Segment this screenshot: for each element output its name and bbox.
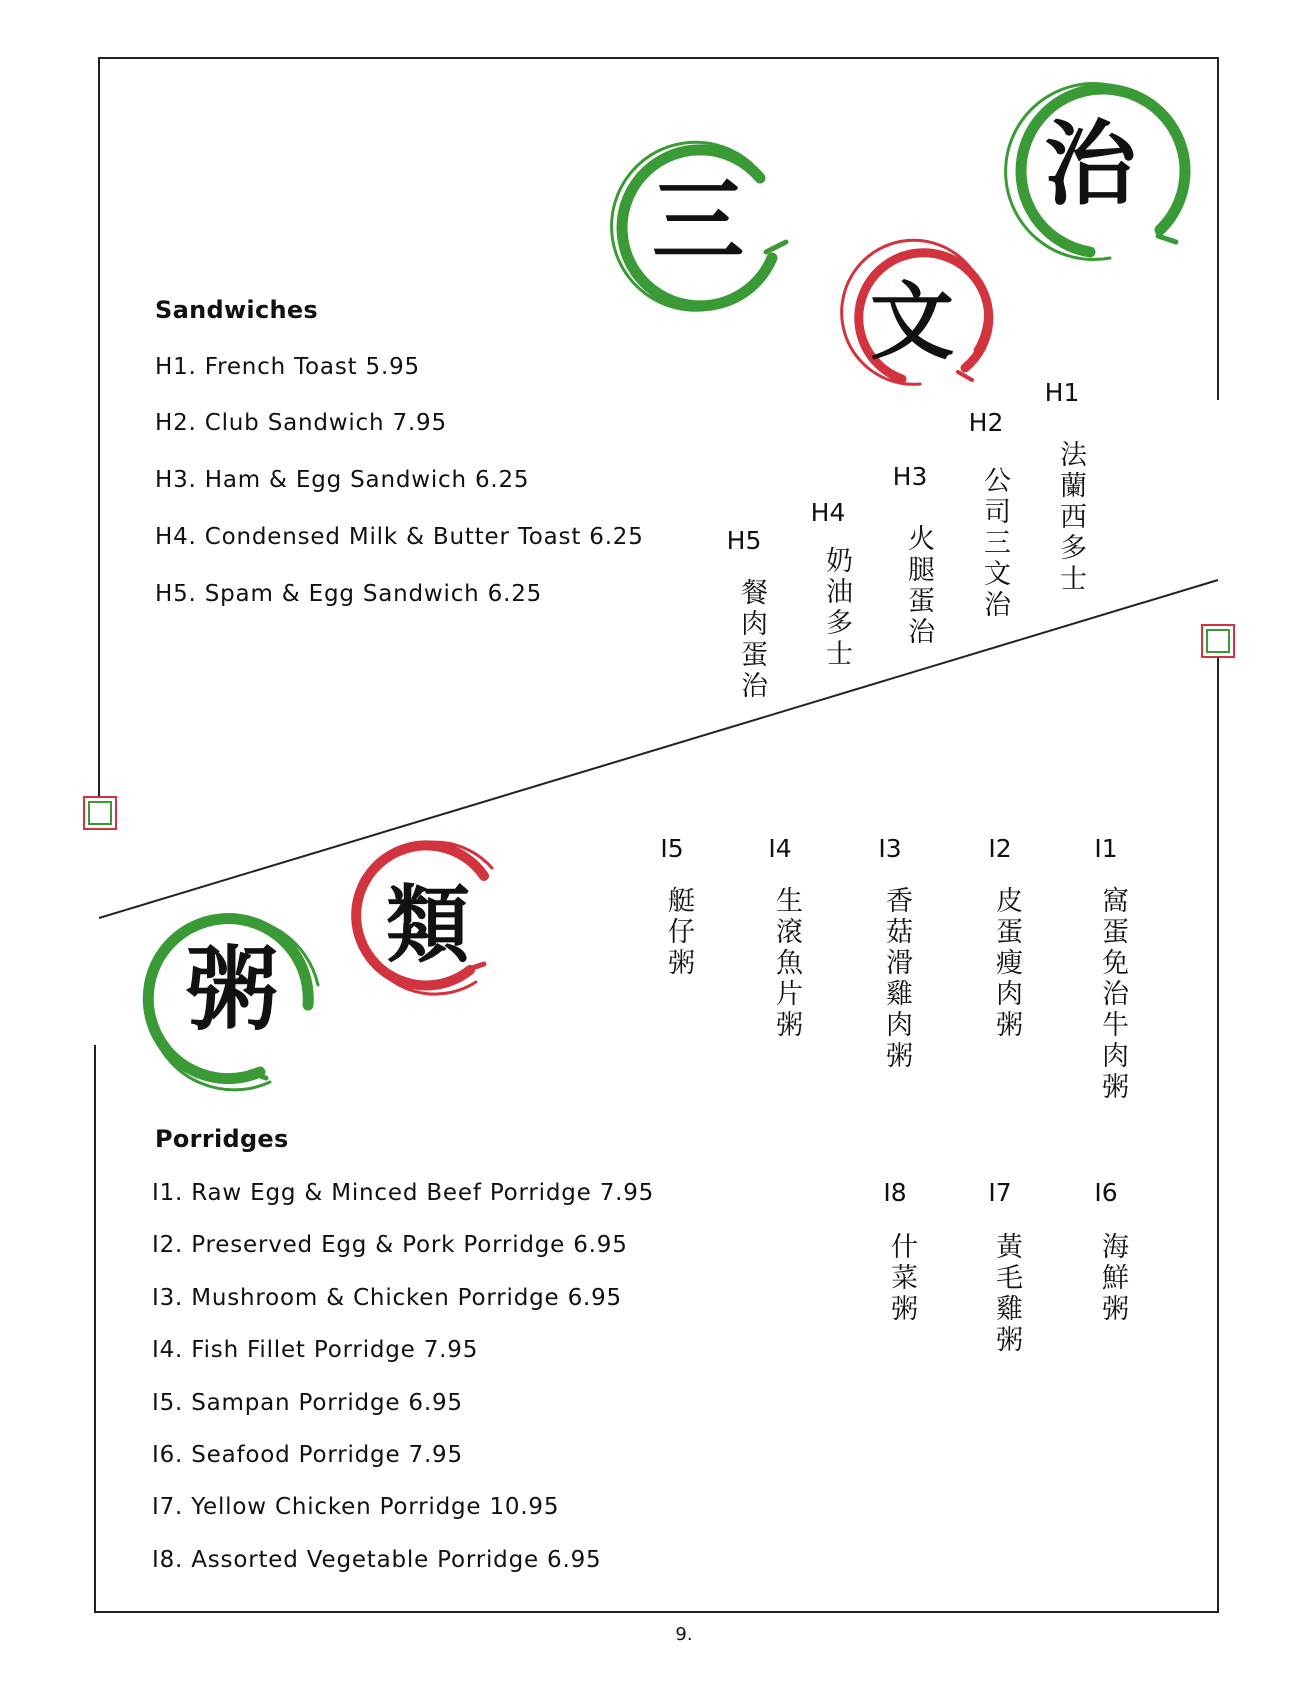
diagonal-divider (99, 580, 1218, 918)
sandwich-cn-name: 餐肉蛋治 (736, 578, 767, 702)
sandwich-item: H3. Ham & Egg Sandwich 6.25 (155, 467, 530, 493)
sandwich-cn-name: 公司三文治 (979, 466, 1010, 621)
porridge-cn-code: I8 (883, 1178, 907, 1207)
porridge-item: I5. Sampan Porridge 6.95 (152, 1390, 463, 1416)
porridge-item: I2. Preserved Egg & Pork Porridge 6.95 (152, 1232, 628, 1258)
sandwich-item: H2. Club Sandwich 7.95 (155, 410, 447, 436)
porridge-cn-name: 黃毛雞粥 (991, 1232, 1022, 1356)
porridge-cn-code: I2 (988, 834, 1012, 863)
banner-char-lei: 類 (385, 876, 470, 974)
porridge-cn-name: 生滾魚片粥 (771, 886, 802, 1041)
corner-square-left (84, 797, 116, 829)
porridge-cn-name: 皮蛋瘦肉粥 (991, 886, 1022, 1041)
banner-char-zhi: 治 (1043, 111, 1136, 218)
sandwich-item: H4. Condensed Milk & Butter Toast 6.25 (155, 524, 644, 550)
porridge-item: I7. Yellow Chicken Porridge 10.95 (152, 1494, 560, 1520)
sandwiches-title: Sandwiches (155, 296, 319, 324)
porridge-item: I8. Assorted Vegetable Porridge 6.95 (152, 1547, 602, 1573)
porridge-cn-name: 什菜粥 (886, 1232, 917, 1325)
banner-char-wen: 文 (869, 273, 954, 371)
sandwich-cn-code: H3 (892, 462, 928, 491)
porridge-item: I6. Seafood Porridge 7.95 (152, 1442, 463, 1468)
porridge-cn-name: 艇仔粥 (663, 886, 694, 979)
porridge-cn-code: I5 (660, 834, 684, 863)
sandwich-item: H1. French Toast 5.95 (155, 354, 420, 380)
porridge-cn-code: I4 (768, 834, 792, 863)
sandwich-cn-code: H2 (968, 408, 1004, 437)
sandwich-cn-name: 奶油多士 (821, 546, 852, 670)
porridge-cn-code: I7 (988, 1178, 1012, 1207)
porridge-cn-name: 海鮮粥 (1097, 1232, 1128, 1325)
porridge-item: I3. Mushroom & Chicken Porridge 6.95 (152, 1285, 622, 1311)
porridge-cn-code: I1 (1094, 834, 1118, 863)
banner-char-san: 三 (651, 168, 744, 275)
sandwich-cn-code: H1 (1044, 378, 1080, 407)
sandwich-cn-code: H4 (810, 498, 846, 527)
porridge-cn-name: 香菇滑雞肉粥 (881, 886, 912, 1072)
porridge-item: I1. Raw Egg & Minced Beef Porridge 7.95 (152, 1180, 655, 1206)
sandwich-cn-name: 法蘭西多士 (1055, 440, 1086, 595)
corner-square-right (1202, 625, 1234, 657)
porridges-title: Porridges (155, 1125, 289, 1153)
page-number: 9. (675, 1624, 693, 1645)
sandwich-cn-code: H5 (726, 526, 762, 555)
porridge-cn-code: I6 (1094, 1178, 1118, 1207)
sandwich-cn-name: 火腿蛋治 (903, 524, 934, 648)
porridge-item: I4. Fish Fillet Porridge 7.95 (152, 1337, 479, 1363)
sandwich-item: H5. Spam & Egg Sandwich 6.25 (155, 581, 543, 607)
porridge-cn-name: 窩蛋免治牛肉粥 (1097, 886, 1128, 1103)
porridge-cn-code: I3 (878, 834, 902, 863)
banner-char-zhou: 粥 (185, 936, 278, 1043)
